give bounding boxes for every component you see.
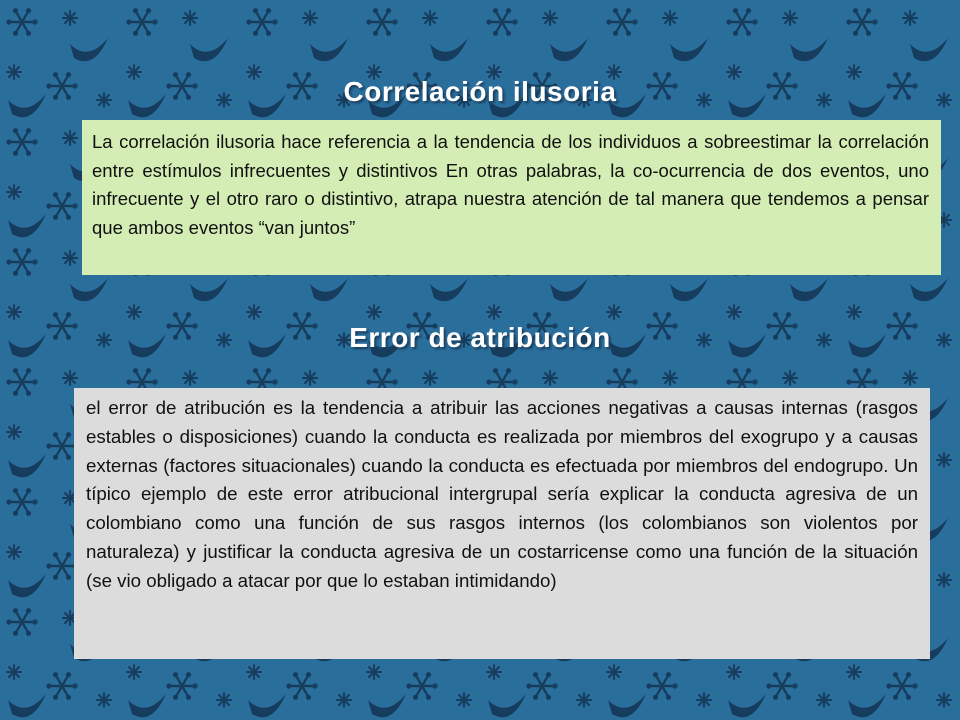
paragraph-error-atribucion: el error de atribución es la tendencia a atribuir las acciones negativas a causas internas (rasgos estables o disposiciones) cuando la conducta es realizada por miembros del exogrupo y a causas externas (factores situacionales) cuando la conducta es efectuada por miembros del endogrupo. Un típico ejemplo de este error atribucional intergrupal sería explicar la conducta agresiva de un colombiano como una función de sus rasgos internos (los colombianos son violentos por naturaleza) y justificar la conducta agresiva de un costarricense como una función de la situación (se vio obligado a atacar por que lo estaban intimidando) <box>86 397 918 591</box>
paragraph-correlacion: La correlación ilusoria hace referencia a la tendencia de los individuos a sobreestimar la correlación entre estímulos infrecuentes y distintivos En otras palabras, la co-ocurrencia de dos eventos, uno infrecuente y el otro raro o distintivo, atrapa nuestra atención de tal manera que tendemos a pensar que ambos eventos “van juntos” <box>92 131 929 238</box>
text-box-correlacion <box>82 120 941 275</box>
text-box-error-atribucion <box>74 388 930 659</box>
slide-title-error-atribucion: Error de atribución <box>349 322 611 353</box>
slide-title-correlacion: Correlación ilusoria <box>343 76 617 107</box>
